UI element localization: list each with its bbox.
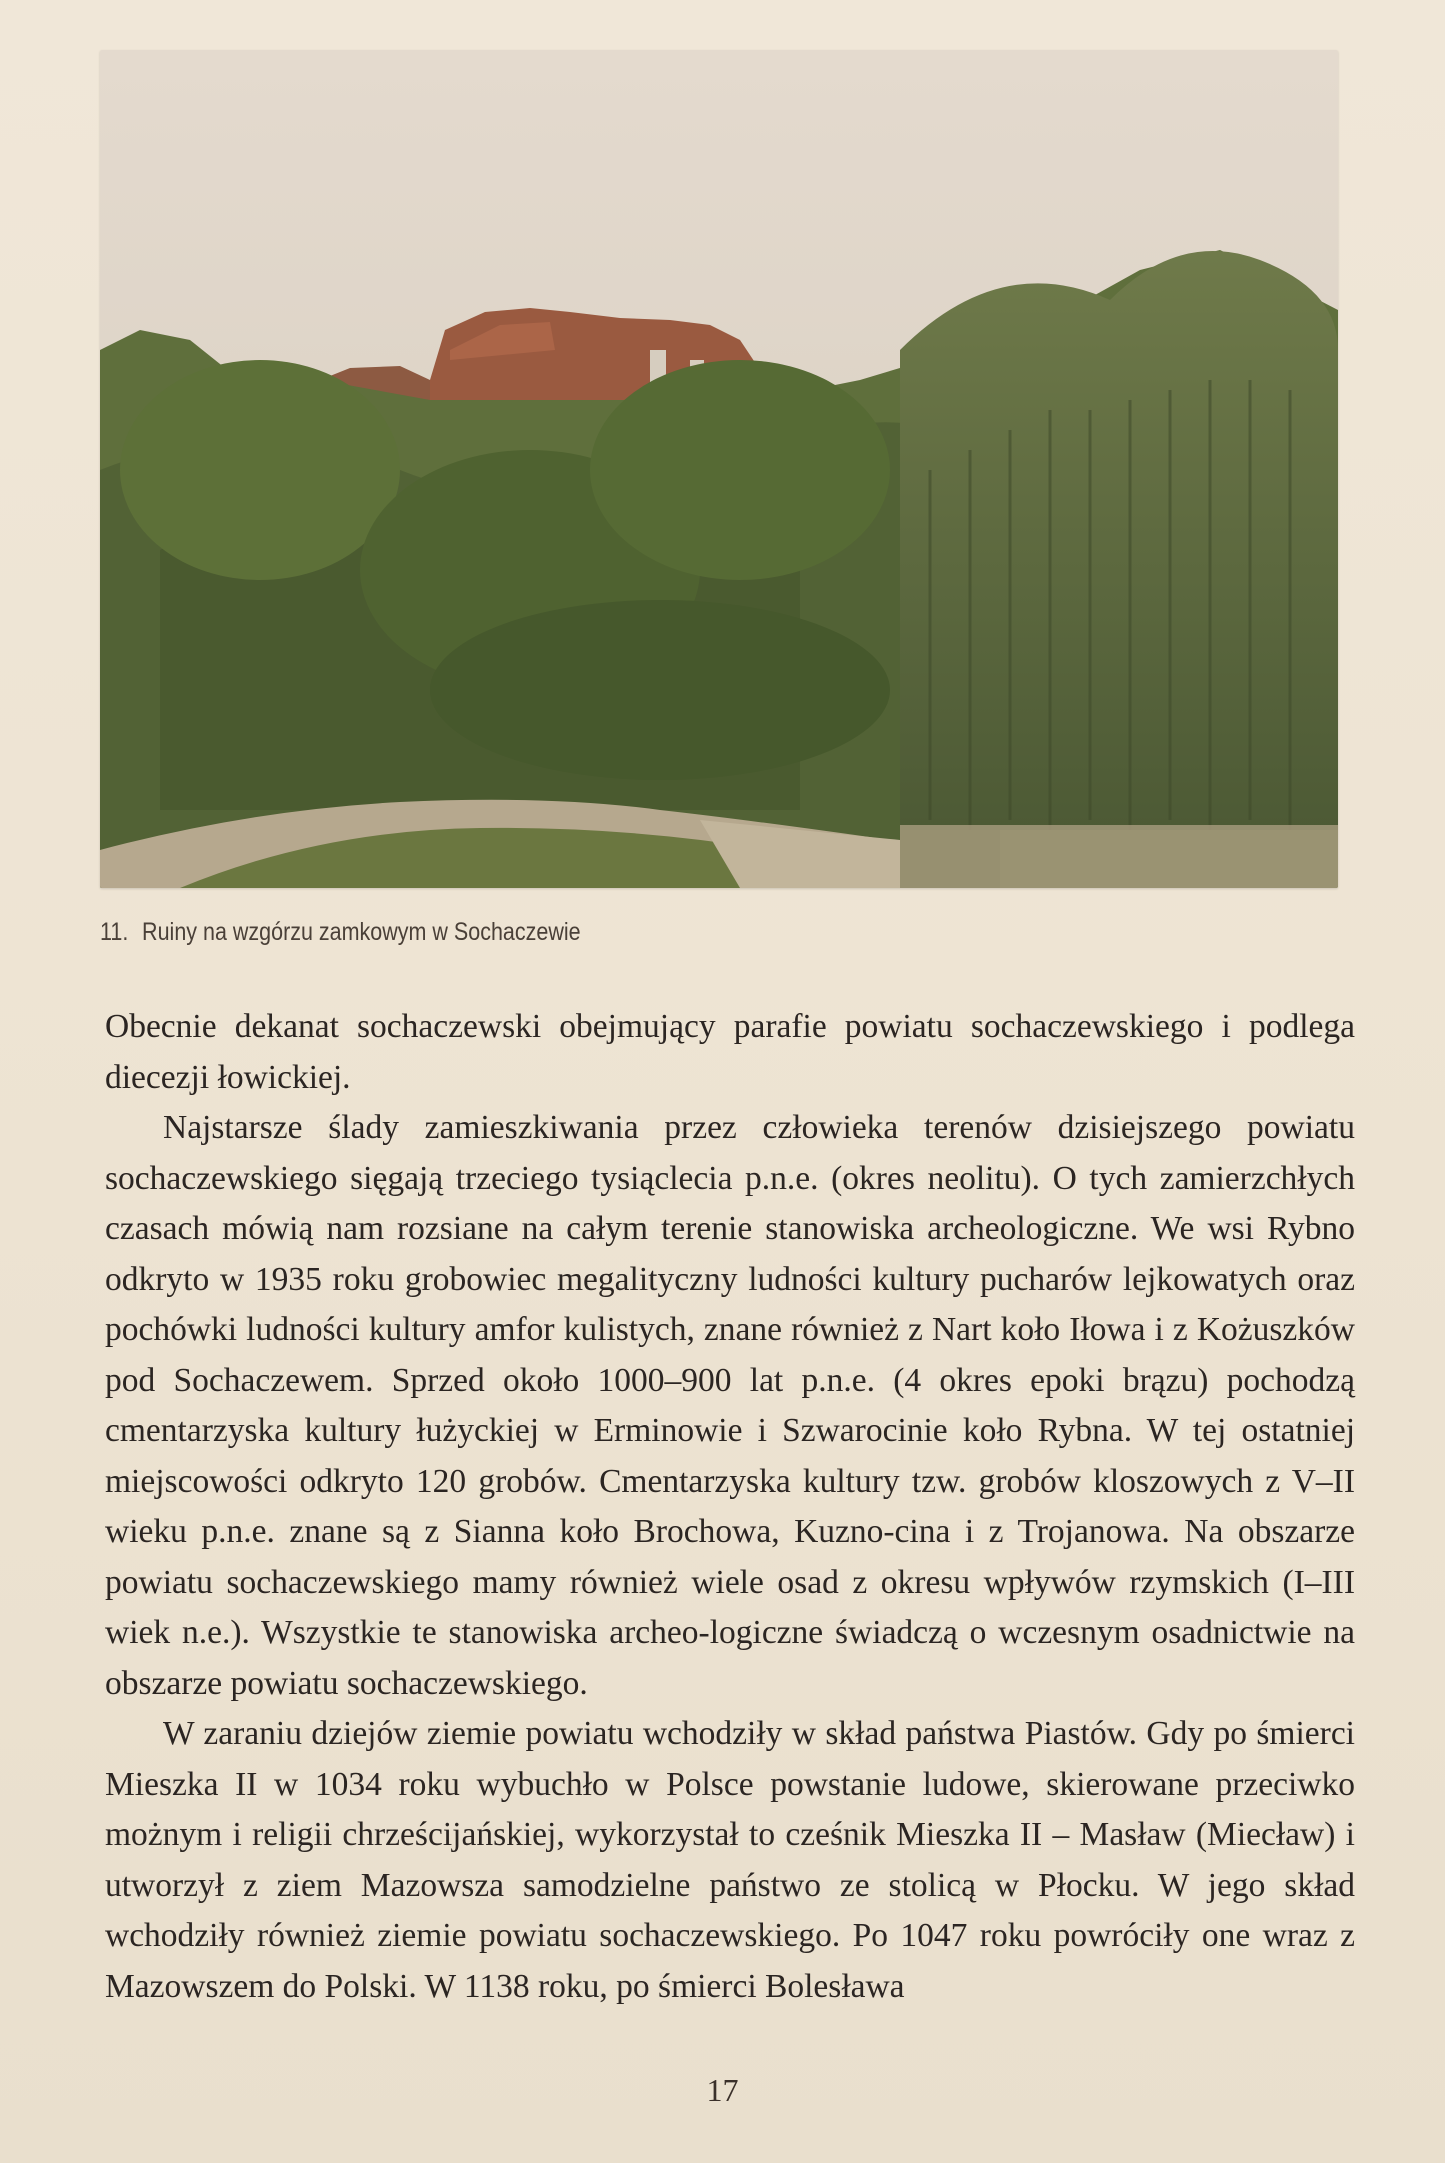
figure-number: 11.	[100, 918, 129, 946]
paragraph: Najstarsze ślady zamieszkiwania przez człowieka terenów dzisiejszego powiatu sochaczewskiego sięgają trzeciego tysiąclecia p.n.e. (okres neolitu). O tych zamierzchłych czasach mówią nam rozsiane na całym terenie stanowiska archeologiczne. We wsi Rybno odkryto w 1935 roku grobowiec megalityczny ludności kultury pucharów lejkowatych oraz pochówki ludności kultury amfor kulistych, znane również z Nart koło Iłowa i z Kożuszków pod Sochaczewem. Sprzed około 1000–900 lat p.n.e. (4 okres epoki brązu) pochodzą cmentarzyska kultury łużyckiej w Erminowie i Szwarocinie koło Rybna. W tej ostatniej miejscowości odkryto 120 grobów. Cmentarzyska kultury tzw. grobów kloszowych z V–II wieku p.n.e. znane są z Sianna koło Brochowa, Kuzno-cina i z Trojanowa. Na obszarze powiatu sochaczewskiego mamy również wiele osad z okresu wpływów rzymskich (I–III wiek n.e.). Wszystkie te stanowiska archeo-logiczne świadczą o wczesnym osadnictwie na obszarze powiatu sochaczewskiego.	[105, 1109, 1355, 1702]
figure-caption-text: Ruiny na wzgórzu zamkowym w Sochaczewie	[142, 918, 581, 946]
page-number: 17	[706, 2072, 739, 2108]
castle-ruins-photo	[100, 50, 1338, 888]
figure-caption	[100, 918, 581, 947]
paragraph: W zaraniu dziejów ziemie powiatu wchodziły w skład państwa Piastów. Gdy po śmierci Mieszka II w 1034 roku wybuchło w Polsce powstanie ludowe, skierowane przeciwko możnym i religii chrześcijańskiej, wykorzystał to cześnik Mieszka II – Masław (Miecław) i utworzył z ziem Mazowsza samodzielne państwo ze stolicą w Płocku. W jego skład wchodziły również ziemie powiatu sochaczewskiego. Po 1047 roku powróciły one wraz z Mazowszem do Polski. W 1138 roku, po śmierci Bolesława	[105, 1715, 1355, 2005]
paragraph: Obecnie dekanat sochaczewski obejmujący parafie powiatu sochaczewskiego i podlega diecezji łowickiej.	[105, 1008, 1355, 1096]
body-text	[105, 1002, 1355, 2012]
